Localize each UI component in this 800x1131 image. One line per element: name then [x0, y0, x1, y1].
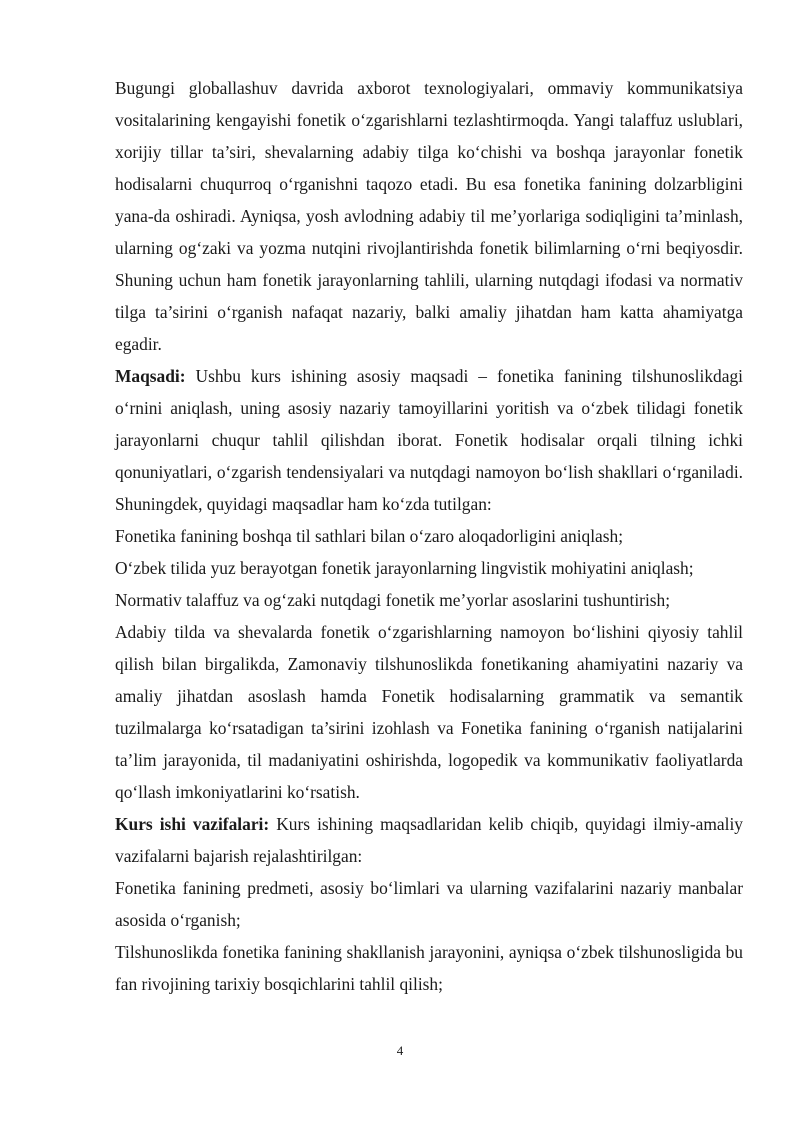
goal-paragraph: [115, 360, 743, 520]
goal-text: Ushbu kurs ishining asosiy maqsadi – fonetika fanining tilshunoslikdagi o‘rnini aniqlash, uning asosiy nazariy tamoyillarini yoritish va o‘zbek tilidagi fonetik jarayonlarni chuqur tahlil qilishdan iborat. Fonetik hodisalar orqali tilning ichki qonuniyatlari, o‘zgarish tendensiyalari va nutqdagi namoyon bo‘lish shakllari o‘rganiladi. Shuningdek, quyidagi maqsadlar ham ko‘zda tutilgan:: [115, 366, 743, 514]
goal-item-3: Normativ talaffuz va og‘zaki nutqdagi fonetik me’yorlar asoslarini tushuntirish;: [115, 590, 671, 610]
goal-item-1: Fonetika fanining boshqa til sathlari bilan o‘zaro aloqadorligini aniqlash;: [115, 526, 624, 546]
page-number: 4: [396, 1043, 404, 1058]
intro-paragraph: Bugungi globallashuv davrida axborot texnologiyalari, ommaviy kommunikatsiya vositalarining kengayishi fonetik o‘zgarishlarni tezlashtirmoqda. Yangi talaffuz uslublari, xorijiy tillar ta’siri, shevalarning adabiy tilga ko‘chishi va boshqa jarayonlar fonetik hodisalarni chuqurroq o‘rganishni taqozo etadi. Bu esa fonetika fanining dolzarbligini yana-da oshiradi. Ayniqsa, yosh avlodning adabiy til me’yorlariga sodiqligini ta’minlash, ularning og‘zaki va yozma nutqini rivojlantirishda fonetik bilimlarning o‘rni beqiyosdir. Shuning uchun ham fonetik jarayonlarning tahlili, ularning nutqdagi ifodasi va normativ tilga ta’sirini o‘rganish nafaqat nazariy, balki amaliy jihatdan ham katta ahamiyatga egadir.: [115, 78, 743, 354]
goal-label: Maqsadi:: [115, 366, 186, 386]
tasks-text: Kurs ishining maqsadlaridan kelib chiqib, quyidagi ilmiy-amaliy vazifalarni bajarish rejalashtirilgan:: [115, 814, 743, 866]
goal-item-2: O‘zbek tilida yuz berayotgan fonetik jarayonlarning lingvistik mohiyatini aniqlash;: [115, 558, 694, 578]
task-item-1: Fonetika fanining predmeti, asosiy bo‘limlari va ularning vazifalarini nazariy manbalar asosida o‘rganish;: [115, 878, 743, 930]
body-text: [115, 72, 743, 1000]
tasks-label: Kurs ishi vazifalari:: [115, 814, 270, 834]
goal-item-4: Adabiy tilda va shevalarda fonetik o‘zgarishlarning namoyon bo‘lishini qiyosiy tahlil qilish bilan birgalikda, Zamonaviy tilshunoslikda fonetikaning ahamiyatini nazariy va amaliy jihatdan asoslash hamda Fonetik hodisalarning grammatik va semantik tuzilmalarga ko‘rsatadigan ta’sirini izohlash va Fonetika fanining o‘rganish natijalarini ta’lim jarayonida, til madaniyatini oshirishda, logopedik va kommunikativ faoliyatlarda qo‘llash imkoniyatlarini ko‘rsatish.: [115, 622, 743, 802]
tasks-paragraph: [115, 808, 743, 872]
task-item-2: Tilshunoslikda fonetika fanining shakllanish jarayonini, ayniqsa o‘zbek tilshunosligida bu fan rivojining tarixiy bosqichlarini tahlil qilish;: [115, 942, 743, 994]
